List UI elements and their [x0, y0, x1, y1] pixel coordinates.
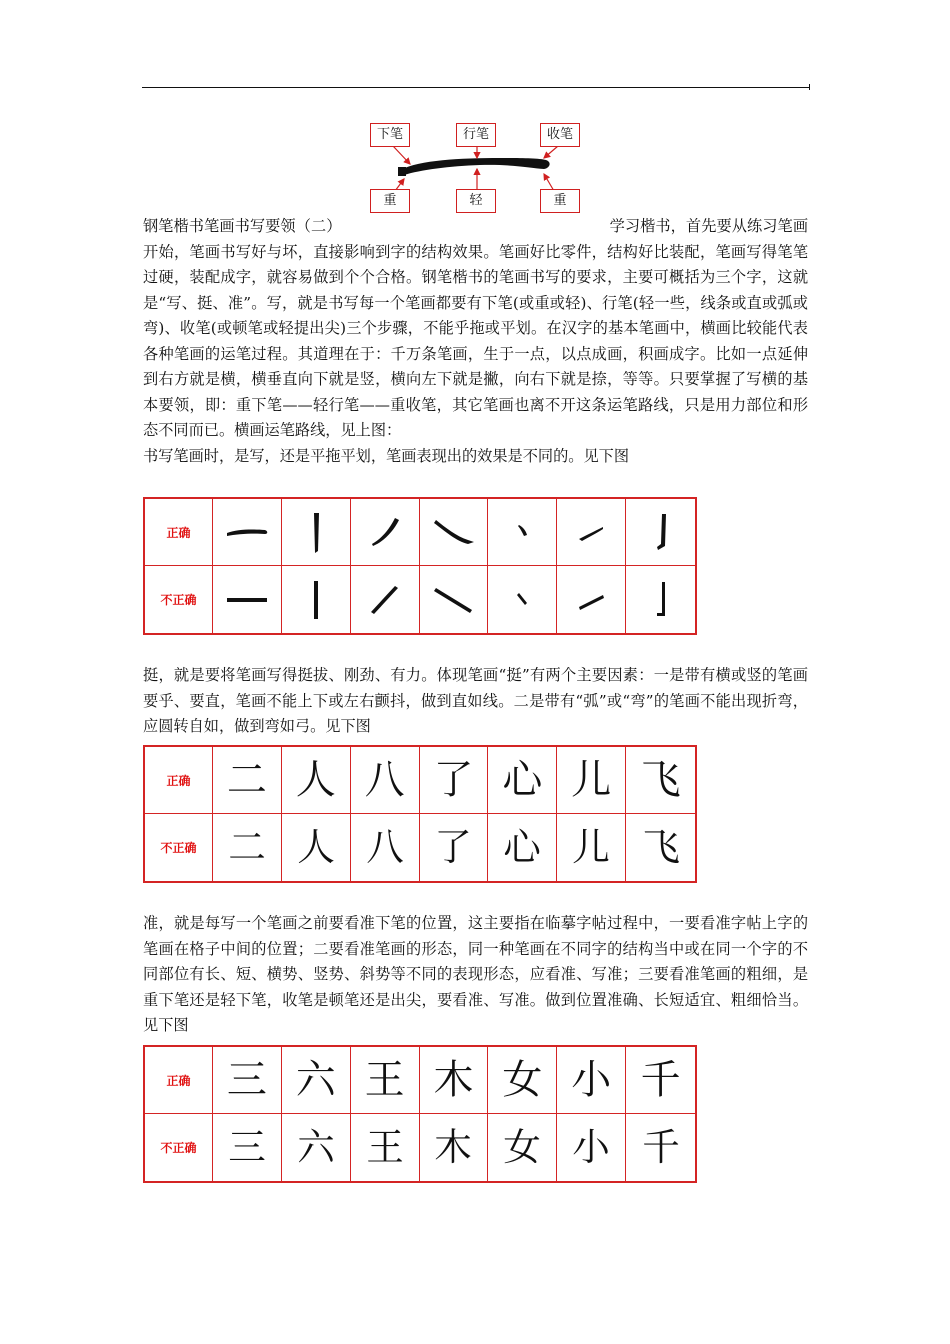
bad-heng-stroke: [213, 566, 282, 633]
good-char: 了: [420, 747, 489, 814]
good-char: 飞: [626, 747, 695, 814]
stroke-path-diagram: [360, 118, 596, 216]
label-end-stroke: 收笔: [540, 123, 580, 147]
bad-char: 千: [641, 1125, 680, 1170]
label-heavy-start: 重: [370, 189, 410, 213]
bad-char: 飞: [641, 825, 680, 870]
row-label-correct: 正确: [145, 747, 213, 814]
bad-char: 王: [351, 1114, 420, 1181]
stroke-comparison-table: [143, 497, 697, 635]
intro-text: 学习楷书，首先要从练习笔画开始，笔画书写好与坏，直接影响到字的结构效果。笔画好比零件，结构好比装配，笔画写得笔笔过硬，装配成字，就容易做到个个合格。钢笔楷书的笔画书写的要求，主要可概括为三个字，这就是“写、挺、准”。写，就是书写每一个笔画都要有下笔(或重或轻)、行笔(轻一些，线条或直或弧或弯)、收笔(或顿笔或轻提出尖)三个步骤，不能乎拖或平划。在汉字的基本笔画中，横画比较能代表各种笔画的运笔过程。其道理在于：千万条笔画，生于一点，以点成画，积画成字。比如一点延伸到右方就是横，横垂直向下就是竖，横向左下就是撇，向右下就是捺，等等。只要掌握了写横的基本要领，即：重下笔——轻行笔——重收笔，其它笔画也离不开这条运笔路线，只是用力部位和形态不同而已。横画运笔路线，见上图：: [143, 217, 809, 439]
bad-char: 六: [282, 1114, 351, 1181]
section-intro: [143, 214, 808, 469]
good-char: 小: [557, 1047, 626, 1114]
bad-char: 了: [420, 814, 489, 881]
good-char: 木: [420, 1047, 489, 1114]
row-label-incorrect: 不正确: [145, 814, 213, 881]
good-char: 八: [351, 747, 420, 814]
good-char: 千: [626, 1047, 695, 1114]
bad-gou-stroke: [626, 566, 695, 633]
bad-dian-stroke: [488, 566, 557, 633]
bad-char: 儿: [557, 814, 626, 881]
label-heavy-end: 重: [540, 189, 580, 213]
good-shu-stroke: [282, 499, 351, 566]
bad-char: 木: [420, 1114, 489, 1181]
section-accurate: [143, 911, 808, 1039]
bad-char: 八: [351, 814, 420, 881]
row-label-correct: 正确: [145, 499, 213, 566]
good-pie-stroke: [351, 499, 420, 566]
good-char: 儿: [557, 747, 626, 814]
label-start-stroke: 下笔: [370, 123, 410, 147]
header-rule: [142, 87, 810, 88]
label-light-move: 轻: [456, 189, 496, 213]
good-char: 人: [282, 747, 351, 814]
bad-char: 二: [213, 814, 282, 881]
section-straight: [143, 663, 808, 740]
row-label-incorrect: 不正确: [145, 1114, 213, 1181]
label-move-stroke: 行笔: [456, 123, 496, 147]
good-char: 心: [488, 747, 557, 814]
good-dian-stroke: [488, 499, 557, 566]
good-gou-stroke: [626, 499, 695, 566]
bad-char: 心: [488, 814, 557, 881]
accurate-paragraph: 准，就是每写一个笔画之前要看准下笔的位置，这主要指在临摹字帖过程中，一要看准字帖上字的笔画在格子中间的位置；二要看准笔画的形态，同一种笔画在不同字的结构当中或在同一个字的不同部位有长、短、横势、竖势、斜势等不同的表现形态，应看准、写准；三要看准笔画的粗细，是重下笔还是轻下笔，收笔是顿笔还是出尖，要看准、写准。做到位置准确、长短适宜、粗细恰当。见下图: [143, 914, 808, 1034]
good-char: 六: [282, 1047, 351, 1114]
intro-paragraph: [143, 214, 808, 444]
row-label-correct: 正确: [145, 1047, 213, 1114]
accuracy-comparison-table: [143, 1045, 697, 1183]
horizontal-stroke-sample: [400, 158, 550, 175]
good-char: 三: [213, 1047, 282, 1114]
bad-pie-stroke: [351, 566, 420, 633]
good-na-stroke: [420, 499, 489, 566]
good-char: 女: [488, 1047, 557, 1114]
bad-ti-stroke: [557, 566, 626, 633]
intro-lead-in: 书写笔画时，是写，还是平拖平划，笔画表现出的效果是不同的。见下图: [143, 446, 629, 465]
bad-char: 女: [488, 1114, 557, 1181]
bad-shu-stroke: [282, 566, 351, 633]
header-rule-tick: [809, 84, 810, 90]
straightness-comparison-table: [143, 745, 697, 883]
straight-paragraph: 挺，就是要将笔画写得挺拔、刚劲、有力。体现笔画“挺”有两个主要因素：一是带有横或竖的笔画要乎、要直，笔画不能上下或左右颤抖，做到直如线。二是带有“弧”或“弯”的笔画不能出现折弯，应圆转自如，做到弯如弓。见下图: [143, 666, 808, 735]
bad-char: 三: [213, 1114, 282, 1181]
good-char: 二: [213, 747, 282, 814]
good-char: 王: [351, 1047, 420, 1114]
row-label-incorrect: 不正确: [145, 566, 213, 633]
section-heading: 钢笔楷书笔画书写要领（二）: [143, 217, 342, 235]
bad-na-stroke: [420, 566, 489, 633]
good-heng-stroke: [213, 499, 282, 566]
bad-char: 人: [282, 814, 351, 881]
good-ti-stroke: [557, 499, 626, 566]
bad-char: 小: [557, 1114, 626, 1181]
